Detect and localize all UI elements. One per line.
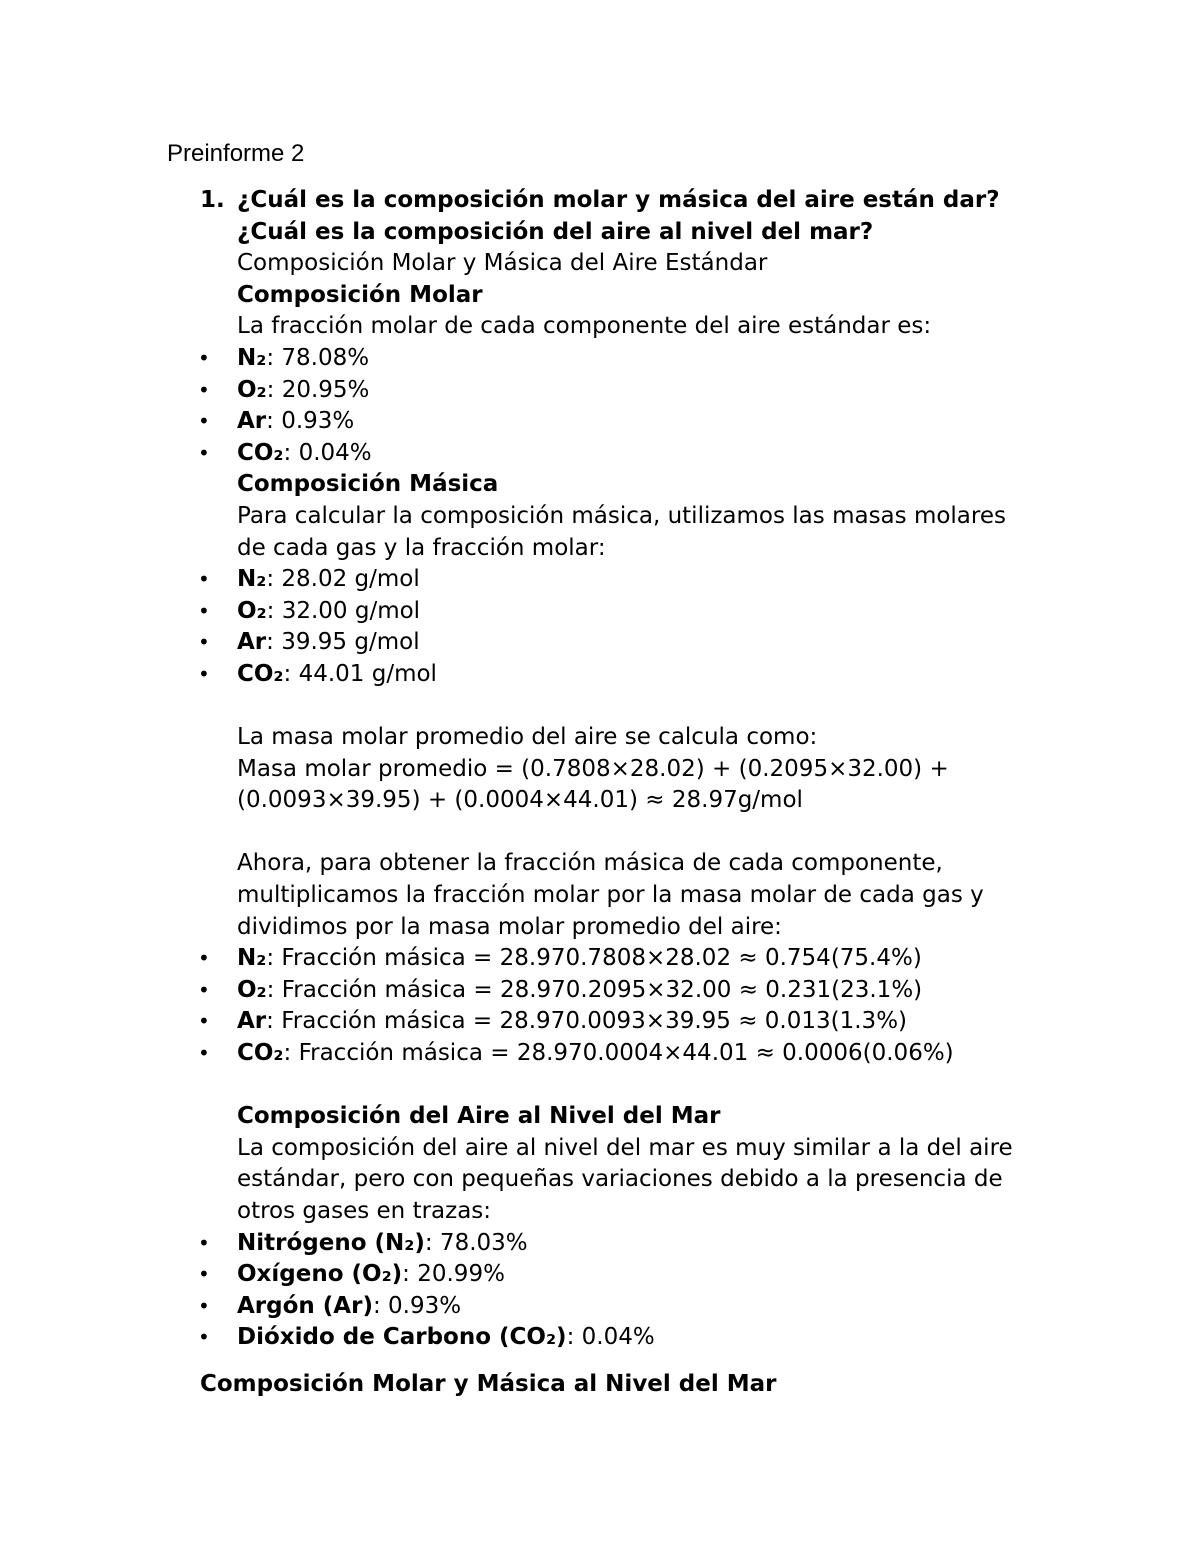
- spacer: [237, 691, 1067, 723]
- mass-item: [198, 627, 1067, 659]
- question-line-2: ¿Cuál es la composición del aire al nivel del mar?: [237, 218, 874, 245]
- bullet-icon: •: [198, 1230, 210, 1255]
- frac-intro-1: Ahora, para obtener la fracción másica de cada componente,: [237, 850, 943, 877]
- frac-item: [198, 1006, 1067, 1038]
- molar-intro: La fracción molar de cada componente del aire estándar es:: [237, 313, 932, 340]
- bullet-icon: •: [198, 1262, 210, 1287]
- bullet-icon: •: [198, 345, 210, 370]
- gas-name: CO₂: [237, 439, 284, 466]
- sea-item: [198, 1228, 1067, 1260]
- molar-item: [198, 406, 1067, 438]
- gas-name: N₂: [237, 945, 267, 972]
- frac-item: [198, 975, 1067, 1007]
- molar-item: [198, 343, 1067, 375]
- question-number: 1.: [200, 187, 225, 213]
- sea-heading: Composición del Aire al Nivel del Mar: [237, 1103, 721, 1130]
- gas-name: N₂: [237, 344, 267, 371]
- gas-name: Ar: [237, 629, 267, 656]
- masica-intro-1: Para calcular la composición másica, utilizamos las masas molares: [237, 502, 1006, 529]
- bullet-icon: •: [198, 1009, 210, 1034]
- gas-value: : 32.00 g/mol: [266, 597, 421, 624]
- bullet-icon: •: [198, 409, 210, 434]
- gas-name: Oxígeno (O₂): [237, 1261, 403, 1288]
- gas-value: : 78.08%: [266, 344, 370, 371]
- sea-item: [198, 1322, 1067, 1354]
- bullet-icon: •: [198, 977, 210, 1002]
- bullet-icon: •: [198, 661, 210, 686]
- masica-intro-2: de cada gas y la fracción molar:: [237, 534, 606, 561]
- gas-value: : 20.95%: [266, 376, 370, 403]
- gas-value: : 0.93%: [372, 1292, 462, 1319]
- question-line-1: ¿Cuál es la composición molar y másica del aire están dar?: [237, 187, 1000, 213]
- gas-name: CO₂: [237, 1040, 284, 1067]
- final-heading: Composición Molar y Másica al Nivel del Mar: [200, 1371, 777, 1397]
- gas-value: : 78.03%: [424, 1229, 528, 1256]
- gas-value: : Fracción másica = 28.970.0093×39.95 ≈ 0.013(1.3%): [266, 1008, 908, 1035]
- gas-value: : 28.02 g/mol: [266, 566, 420, 593]
- bullet-icon: •: [198, 1325, 210, 1350]
- molar-item: [198, 375, 1067, 407]
- mass-item: [198, 596, 1067, 628]
- bullet-icon: •: [198, 630, 210, 655]
- bullet-icon: •: [198, 946, 210, 971]
- gas-value: : 0.93%: [266, 408, 355, 435]
- bullet-icon: •: [198, 1041, 210, 1066]
- gas-name: O₂: [237, 376, 267, 403]
- gas-name: Nitrógeno (N₂): [237, 1229, 425, 1256]
- avg-formula-1: Masa molar promedio = (0.7808×28.02) + (0.2095×32.00) +: [237, 755, 949, 782]
- bullet-icon: •: [198, 377, 210, 402]
- molar-item: [198, 438, 1067, 470]
- frac-intro-2: multiplicamos la fracción molar por la masa molar de cada gas y: [237, 882, 984, 909]
- molar-heading: Composición Molar: [237, 281, 483, 308]
- question-1-content: [198, 185, 1067, 1354]
- sea-item: [198, 1259, 1067, 1291]
- gas-name: Ar: [237, 408, 267, 435]
- gas-value: : 0.04%: [283, 439, 372, 466]
- bullet-icon: •: [198, 1293, 210, 1318]
- gas-name: O₂: [237, 976, 267, 1003]
- gas-value: : 0.04%: [566, 1324, 655, 1351]
- bullet-icon: •: [198, 567, 210, 592]
- avg-intro: La masa molar promedio del aire se calcula como:: [237, 724, 818, 751]
- gas-name: Ar: [237, 1008, 267, 1035]
- gas-name: N₂: [237, 566, 267, 593]
- bullet-icon: •: [198, 440, 210, 465]
- spacer: [237, 817, 1067, 849]
- section-subtitle: Composición Molar y Másica del Aire Estándar: [237, 250, 768, 277]
- document-title: Preinforme 2: [167, 140, 305, 167]
- spacer: [237, 1070, 1067, 1102]
- frac-item: [198, 1038, 1067, 1070]
- gas-value: : 44.01 g/mol: [283, 660, 437, 687]
- gas-value: : Fracción másica = 28.970.0004×44.01 ≈ 0.0006(0.06%): [283, 1040, 954, 1067]
- bullet-icon: •: [198, 598, 210, 623]
- avg-formula-2: (0.0093×39.95) + (0.0004×44.01) ≈ 28.97g/mol: [237, 787, 803, 814]
- sea-intro-2: estándar, pero con pequeñas variaciones debido a la presencia de: [237, 1166, 1003, 1193]
- gas-value: : 20.99%: [402, 1261, 505, 1288]
- frac-item: [198, 943, 1067, 975]
- gas-value: : Fracción másica = 28.970.2095×32.00 ≈ 0.231(23.1%): [266, 976, 923, 1003]
- gas-name: Dióxido de Carbono (CO₂): [237, 1324, 567, 1351]
- mass-item: [198, 564, 1067, 596]
- gas-value: : Fracción másica = 28.970.7808×28.02 ≈ 0.754(75.4%): [266, 945, 922, 972]
- gas-name: O₂: [237, 597, 267, 624]
- sea-item: [198, 1291, 1067, 1323]
- gas-name: Argón (Ar): [237, 1292, 373, 1319]
- sea-intro-3: otros gases en trazas:: [237, 1198, 492, 1224]
- frac-intro-3: dividimos por la masa molar promedio del aire:: [237, 913, 782, 940]
- sea-intro-1: La composición del aire al nivel del mar es muy similar a la del aire: [237, 1134, 1013, 1161]
- gas-value: : 39.95 g/mol: [266, 629, 420, 656]
- masica-heading: Composición Másica: [237, 471, 499, 498]
- mass-item: [198, 659, 1067, 691]
- gas-name: CO₂: [237, 660, 284, 687]
